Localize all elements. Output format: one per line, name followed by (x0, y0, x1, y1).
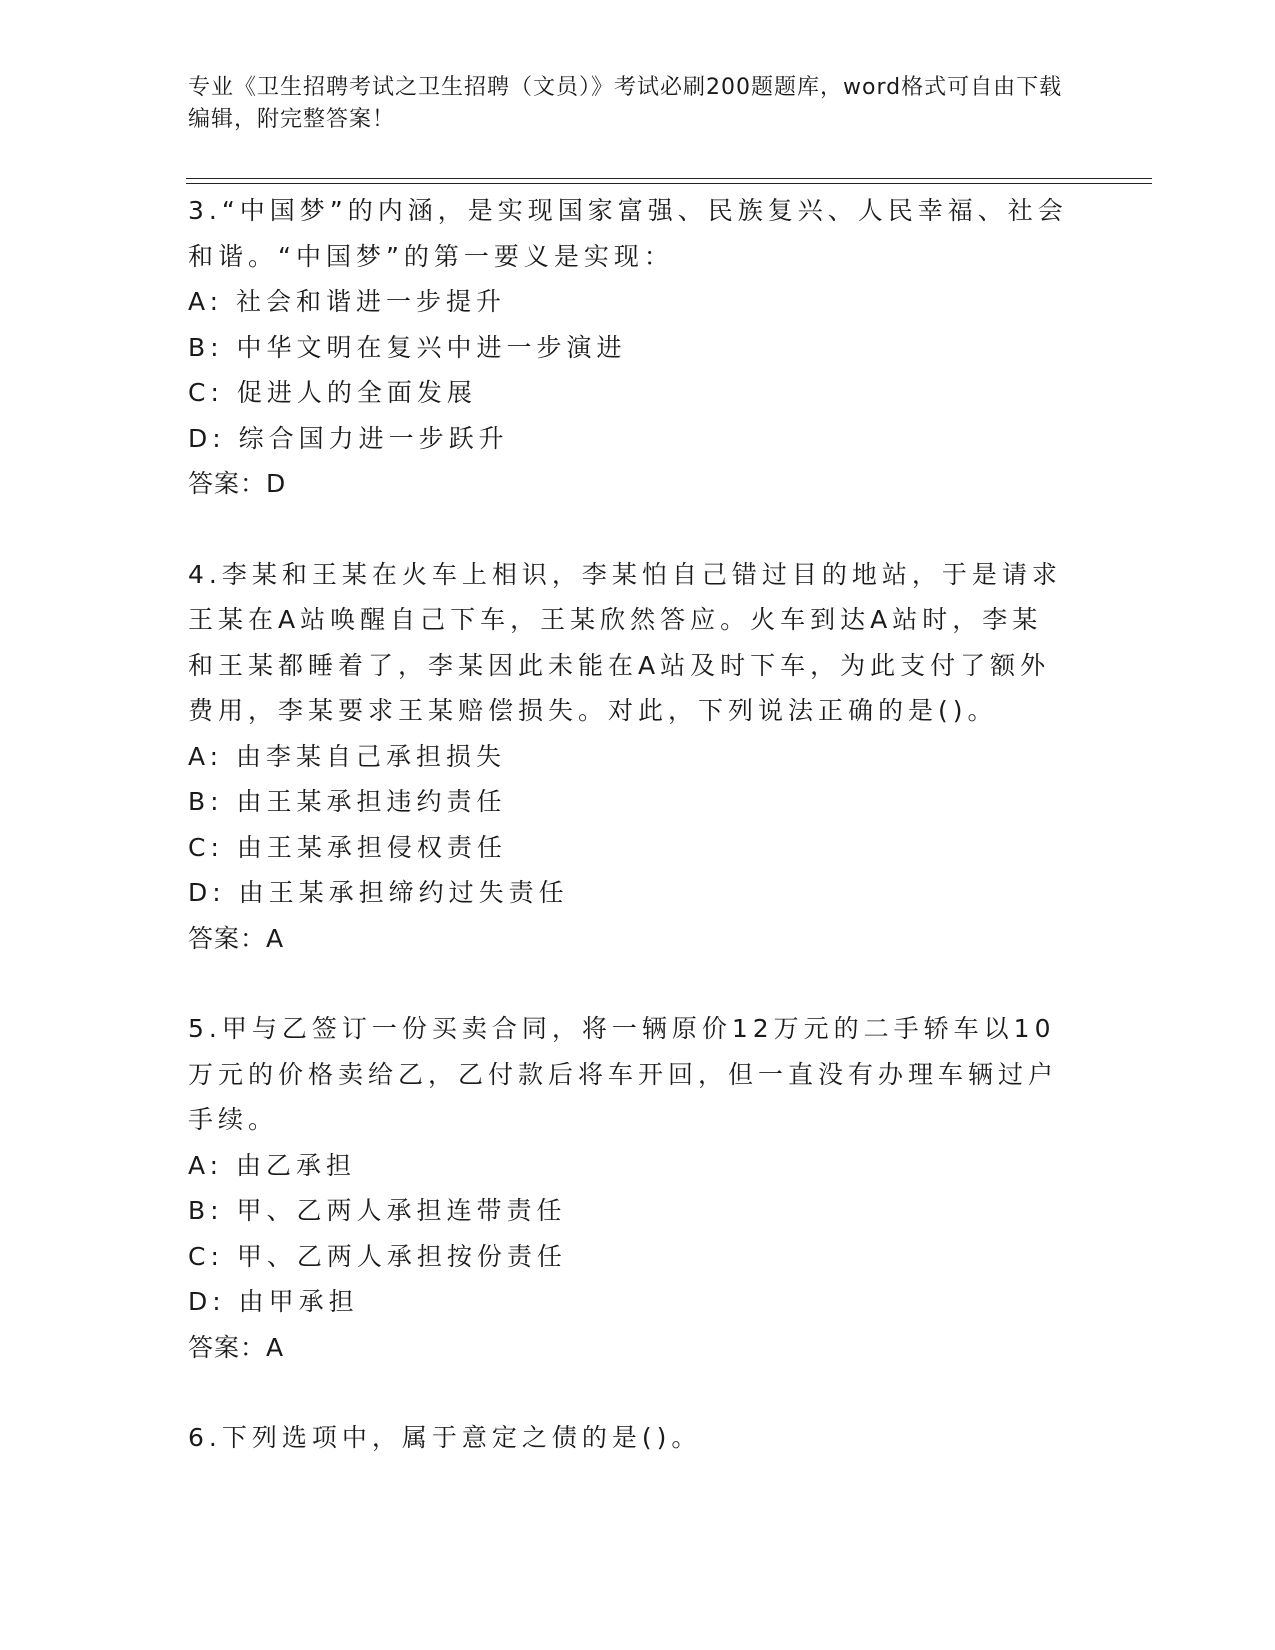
document-header: 专业《卫生招聘考试之卫生招聘（文员）》考试必刷200题题库，word格式可自由下载编辑，附完整答案！ (188, 75, 1063, 132)
option-d: D: 由甲承担 (188, 1287, 359, 1316)
question-stem: 5.甲与乙签订一份买卖合同，将一辆原价12万元的二手轿车以10万元的价格卖给乙，乙付款后将车开回，但一直没有办理车辆过户手续。 (188, 1014, 1059, 1134)
question-6 (188, 1415, 1068, 1461)
header-divider-top (186, 178, 1152, 179)
option-c: C: 促进人的全面发展 (188, 378, 477, 407)
question-3 (188, 188, 1068, 507)
option-d: D: 综合国力进一步跃升 (188, 423, 509, 453)
option-b: B: 中华文明在复兴中进一步演进 (188, 332, 627, 362)
header-divider-bottom (186, 183, 1152, 184)
option-b: B: 甲、乙两人承担连带责任 (188, 1196, 567, 1225)
answer-line: 答案：A (188, 1332, 285, 1362)
answer-line: 答案：D (188, 469, 287, 498)
question-stem: 3.“中国梦”的内涵，是实现国家富强、民族复兴、人民幸福、社会和谐。“中国梦”的第一要义是实现： (188, 196, 1068, 271)
option-b: B: 由王某承担违约责任 (188, 787, 507, 816)
option-d: D: 由王某承担缔约过失责任 (188, 878, 569, 907)
question-5 (188, 1006, 1068, 1370)
question-stem: 6.下列选项中，属于意定之债的是()。 (188, 1423, 702, 1452)
question-4 (188, 552, 1068, 962)
option-c: C: 甲、乙两人承担按份责任 (188, 1241, 567, 1271)
question-stem: 4.李某和王某在火车上相识，李某怕自己错过目的地站，于是请求王某在A站唤醒自己下车，王某欣然答应。火车到达A站时，李某和王某都睡着了，李某因此未能在A站及时下车，为此支付了额外费用，李某要求王某赔偿损失。对此，下列说法正确的是()。 (188, 559, 1062, 725)
option-a: A: 由李某自己承担损失 (188, 741, 507, 771)
option-c: C: 由王某承担侵权责任 (188, 832, 507, 862)
option-a: A: 由乙承担 (188, 1150, 357, 1180)
question-list (188, 188, 1068, 1506)
option-a: A: 社会和谐进一步提升 (188, 287, 507, 316)
answer-line: 答案：A (188, 923, 285, 953)
